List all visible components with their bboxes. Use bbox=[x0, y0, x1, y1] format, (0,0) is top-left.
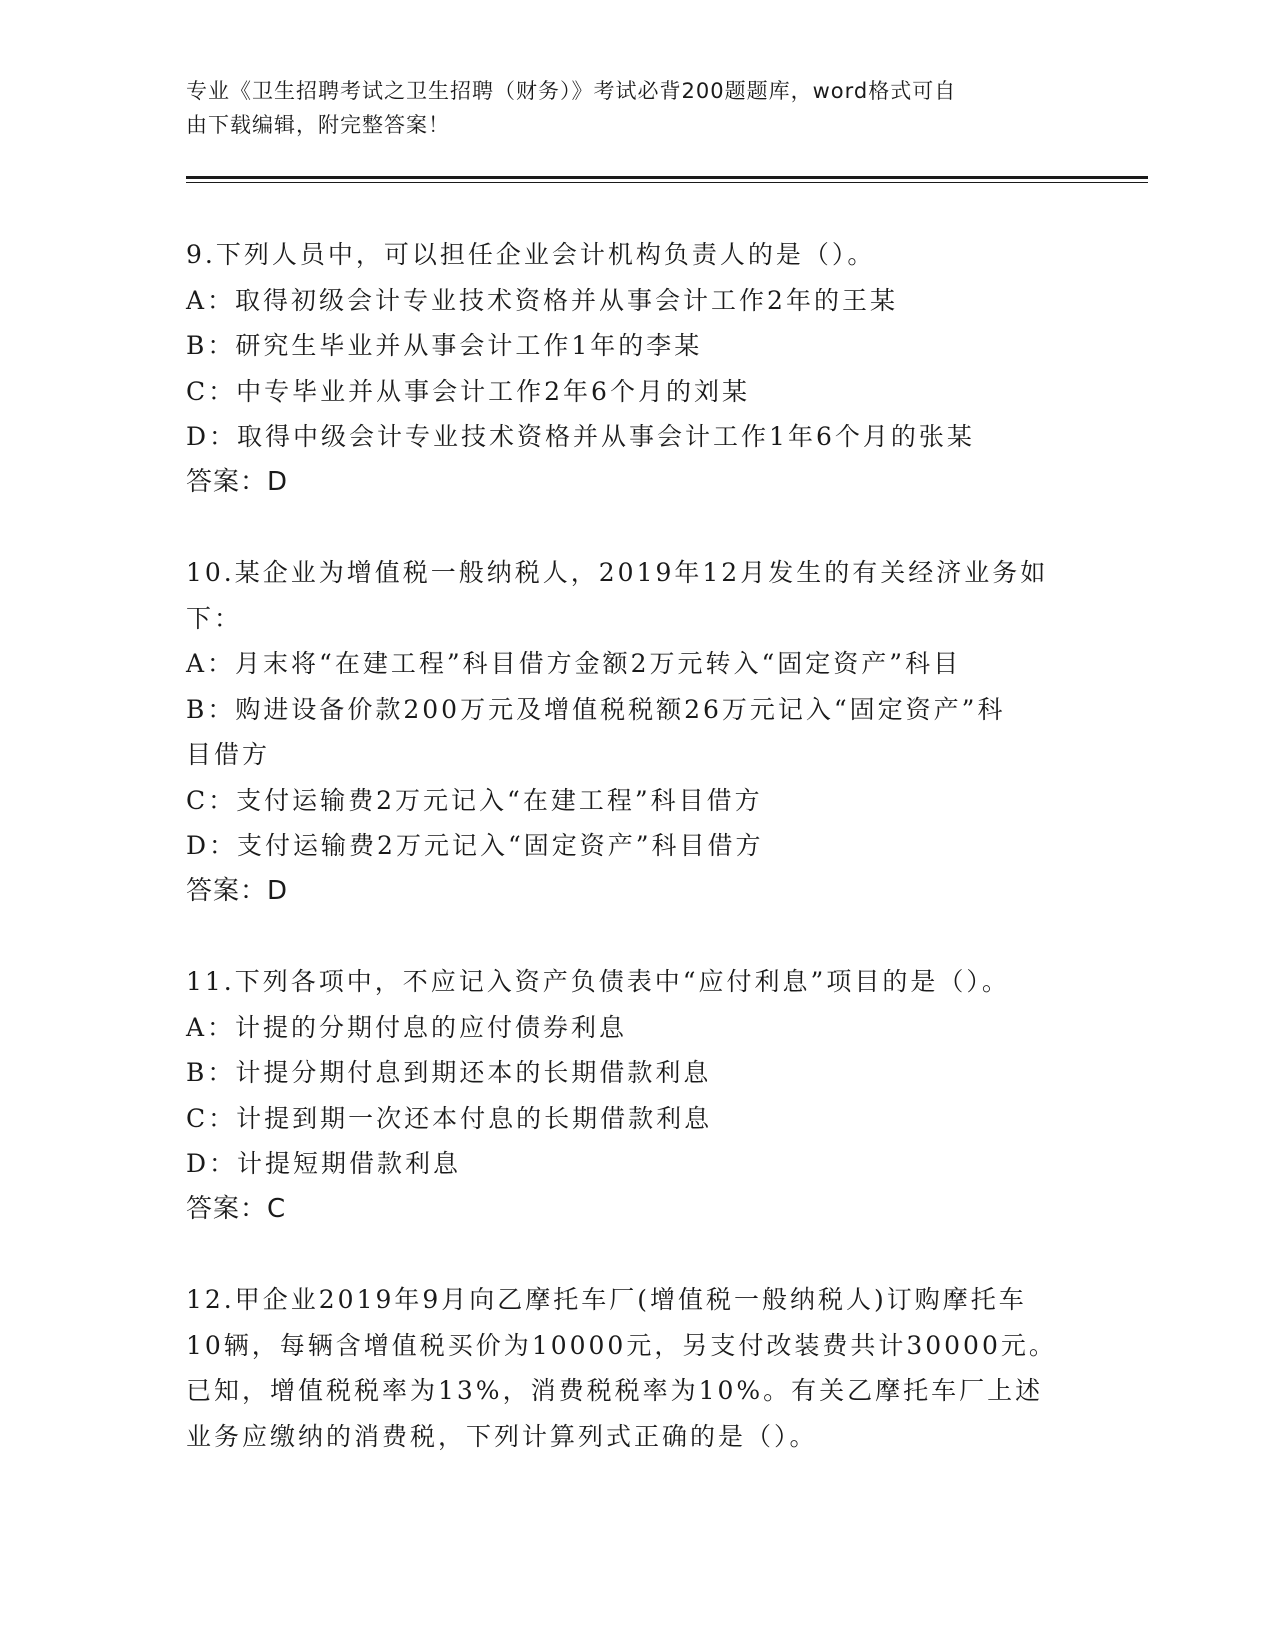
option-c: C：支付运输费2万元记入“在建工程”科目借方 bbox=[186, 785, 763, 815]
question-stem-line: 12.甲企业2019年9月向乙摩托车厂(增值税一般纳税人)订购摩托车 bbox=[186, 1285, 1027, 1314]
question-9 bbox=[186, 232, 1076, 505]
question-stem-line: 11.下列各项中，不应记入资产负债表中“应付利息”项目的是（）。 bbox=[186, 967, 1010, 996]
question-stem-line: 10辆，每辆含增值税买价为10000元，另支付改装费共计30000元。 bbox=[186, 1330, 1057, 1360]
question-12 bbox=[186, 1277, 1076, 1459]
option-a: A：计提的分期付息的应付债券利息 bbox=[186, 1012, 628, 1042]
option-d: D：取得中级会计专业技术资格并从事会计工作1年6个月的张某 bbox=[186, 422, 975, 451]
header-rule-thin bbox=[186, 182, 1148, 183]
answer: 答案：C bbox=[186, 1193, 287, 1224]
option-b-continued: 目借方 bbox=[186, 740, 271, 769]
header-line-2: 由下载编辑，附完整答案！ bbox=[186, 113, 450, 137]
header-line-1: 专业《卫生招聘考试之卫生招聘（财务）》考试必背200题题库，word格式可自 bbox=[186, 79, 957, 103]
header-rule-thick bbox=[186, 176, 1148, 179]
option-a: A：月末将“在建工程”科目借方金额2万元转入“固定资产”科目 bbox=[186, 649, 962, 678]
option-b: B：研究生毕业并从事会计工作1年的李某 bbox=[186, 331, 703, 360]
answer: 答案：D bbox=[186, 466, 289, 497]
question-stem-line: 9.下列人员中，可以担任企业会计机构负责人的是（）。 bbox=[186, 240, 876, 269]
option-d: D：计提短期借款利息 bbox=[186, 1149, 462, 1178]
option-b: B：购进设备价款200万元及增值税税额26万元记入“固定资产”科 bbox=[186, 694, 1006, 724]
option-b: B：计提分期付息到期还本的长期借款利息 bbox=[186, 1058, 712, 1087]
option-c: C：计提到期一次还本付息的长期借款利息 bbox=[186, 1103, 713, 1133]
answer: 答案：D bbox=[186, 875, 289, 906]
question-stem-line: 下： bbox=[186, 603, 243, 633]
option-c: C：中专毕业并从事会计工作2年6个月的刘某 bbox=[186, 376, 750, 406]
question-stem-line: 已知，增值税税率为13%，消费税税率为10%。有关乙摩托车厂上述 bbox=[186, 1376, 1044, 1405]
question-stem-line: 10.某企业为增值税一般纳税人，2019年12月发生的有关经济业务如 bbox=[186, 558, 1049, 587]
document-header bbox=[186, 74, 1066, 142]
option-d: D：支付运输费2万元记入“固定资产”科目借方 bbox=[186, 831, 764, 860]
question-stem-line: 业务应缴纳的消费税，下列计算列式正确的是（）。 bbox=[186, 1421, 818, 1451]
question-list bbox=[186, 232, 1076, 1504]
option-a: A：取得初级会计专业技术资格并从事会计工作2年的王某 bbox=[186, 285, 898, 315]
question-11 bbox=[186, 959, 1076, 1232]
question-10 bbox=[186, 550, 1076, 914]
